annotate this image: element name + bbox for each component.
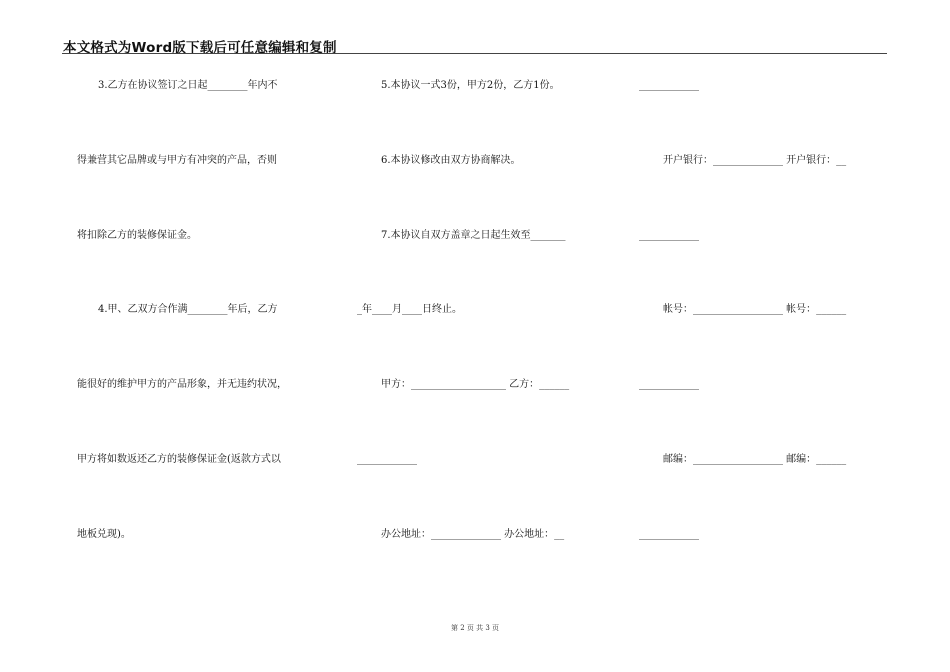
middle-line-1: 5.本协议一式3份，甲方2份，乙方1份。 <box>381 80 560 91</box>
left-line-1: 3.乙方在协议签订之日起________年内不 <box>98 80 278 91</box>
middle-line-2: 6.本协议修改由双方协商解决。 <box>381 155 521 166</box>
right-line-3: ____________ <box>639 230 699 241</box>
left-line-2: 得兼营其它品牌或与甲方有冲突的产品，否则 <box>77 155 277 166</box>
right-line-6: 邮编：__________________ 邮编：______ <box>663 454 847 465</box>
page-header-title: 本文格式为Word版下载后可任意编辑和复制 <box>63 40 337 56</box>
left-line-3: 将扣除乙方的装修保证金。 <box>77 230 197 241</box>
middle-line-6: ____________ <box>357 454 417 465</box>
left-line-7: 地板兑现)。 <box>77 529 131 540</box>
right-line-4: 帐号：__________________ 帐号：______ <box>663 304 847 315</box>
left-line-4: 4.甲、乙双方合作满________年后，乙方 <box>98 304 278 315</box>
left-line-6: 甲方将如数返还乙方的装修保证金(返款方式以 <box>77 454 281 465</box>
right-line-5: ____________ <box>639 379 699 390</box>
right-line-1: ____________ <box>639 80 699 91</box>
right-line-2: 开户银行：______________ 开户银行：__ <box>663 155 847 166</box>
middle-line-4: _年____月____日终止。 <box>357 304 462 315</box>
left-line-5: 能很好的维护甲方的产品形象，并无违约状况， <box>77 379 287 390</box>
page-number-footer: 第 2 页 共 3 页 <box>450 624 500 632</box>
middle-line-3: 7.本协议自双方盖章之日起生效至_______ <box>381 230 566 241</box>
middle-line-5: 甲方：___________________ 乙方：______ <box>381 379 570 390</box>
right-line-7: ____________ <box>639 529 699 540</box>
header-divider <box>62 53 887 54</box>
middle-line-7: 办公地址：______________ 办公地址：__ <box>381 529 565 540</box>
